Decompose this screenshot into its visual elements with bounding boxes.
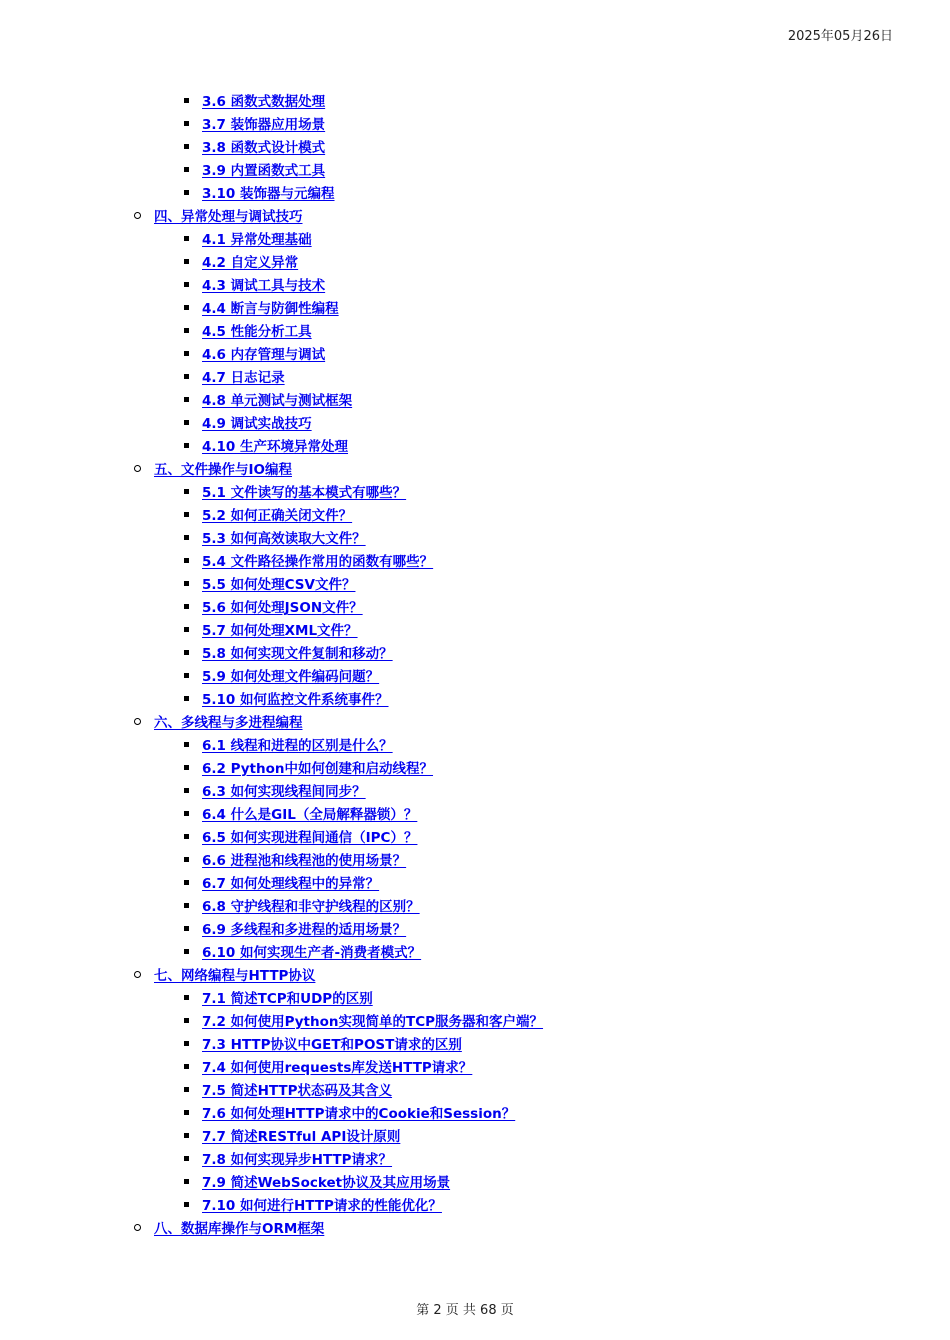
toc-section-link[interactable]: 6.1 线程和进程的区别是什么？ <box>202 738 393 754</box>
toc-section-link[interactable]: 5.8 如何实现文件复制和移动？ <box>202 646 393 662</box>
toc-section-item <box>0 1078 950 1101</box>
toc-section-link[interactable]: 7.8 如何实现异步HTTP请求？ <box>202 1152 393 1168</box>
toc-section-item <box>0 871 950 894</box>
toc-section-item <box>0 756 950 779</box>
toc-section-item <box>0 480 950 503</box>
toc-section-item <box>0 1124 950 1147</box>
toc-section-item <box>0 894 950 917</box>
toc-section-link[interactable]: 7.3 HTTP协议中GET和POST请求的区别 <box>202 1037 462 1053</box>
toc-section-item <box>0 388 950 411</box>
toc-section-link[interactable]: 6.7 如何处理线程中的异常？ <box>202 876 380 892</box>
toc-section-item <box>0 825 950 848</box>
toc-section-link[interactable]: 3.10 装饰器与元编程 <box>202 186 335 202</box>
toc-section-link[interactable]: 7.2 如何使用Python实现简单的TCP服务器和客户端？ <box>202 1014 544 1030</box>
toc-section-item <box>0 319 950 342</box>
toc-section-item <box>0 641 950 664</box>
toc-chapter-link[interactable]: 五、文件操作与IO编程 <box>154 462 292 478</box>
toc-section-link[interactable]: 6.3 如何实现线程间同步？ <box>202 784 366 800</box>
toc-section-item <box>0 342 950 365</box>
toc-section-item <box>0 549 950 572</box>
toc-section-item <box>0 940 950 963</box>
toc-chapter-item <box>0 710 950 733</box>
toc-section-item <box>0 848 950 871</box>
toc-section-link[interactable]: 3.8 函数式设计模式 <box>202 140 326 156</box>
toc-section-link[interactable]: 6.10 如何实现生产者-消费者模式？ <box>202 945 422 961</box>
toc-section-item <box>0 618 950 641</box>
toc-section-link[interactable]: 6.6 进程池和线程池的使用场景？ <box>202 853 407 869</box>
toc-section-item <box>0 503 950 526</box>
toc-section-link[interactable]: 7.4 如何使用requests库发送HTTP请求？ <box>202 1060 473 1076</box>
toc-section-item <box>0 411 950 434</box>
toc-section-item <box>0 1170 950 1193</box>
toc-section-item <box>0 733 950 756</box>
toc-section-item <box>0 1193 950 1216</box>
toc-section-link[interactable]: 4.10 生产环境异常处理 <box>202 439 349 455</box>
toc-chapter-item <box>0 963 950 986</box>
toc-section-link[interactable]: 6.9 多线程和多进程的适用场景？ <box>202 922 407 938</box>
toc-chapter-item <box>0 457 950 480</box>
toc-section-link[interactable]: 4.7 日志记录 <box>202 370 285 386</box>
toc-section-link[interactable]: 5.9 如何处理文件编码问题？ <box>202 669 380 685</box>
toc-section-link[interactable]: 5.10 如何监控文件系统事件？ <box>202 692 389 708</box>
toc-section-link[interactable]: 6.5 如何实现进程间通信（IPC）？ <box>202 830 418 846</box>
toc-section-item <box>0 526 950 549</box>
toc-section-link[interactable]: 5.5 如何处理CSV文件？ <box>202 577 356 593</box>
toc-section-item <box>0 1101 950 1124</box>
toc-section-link[interactable]: 4.2 自定义异常 <box>202 255 299 271</box>
toc-chapter-item <box>0 1216 950 1239</box>
toc-section-link[interactable]: 4.1 异常处理基础 <box>202 232 312 248</box>
toc-section-link[interactable]: 4.3 调试工具与技术 <box>202 278 326 294</box>
toc-section-item <box>0 273 950 296</box>
toc-section-item <box>0 1009 950 1032</box>
toc-section-link[interactable]: 7.7 简述RESTful API设计原则 <box>202 1129 401 1145</box>
toc-section-link[interactable]: 5.7 如何处理XML文件？ <box>202 623 358 639</box>
toc-section-item <box>0 365 950 388</box>
toc-section-item <box>0 802 950 825</box>
toc-section-link[interactable]: 6.4 什么是GIL（全局解释器锁）？ <box>202 807 418 823</box>
toc-section-item <box>0 595 950 618</box>
toc-section-item <box>0 664 950 687</box>
toc-section-item <box>0 250 950 273</box>
toc-chapter-link[interactable]: 七、网络编程与HTTP协议 <box>154 968 316 984</box>
toc-section-link[interactable]: 5.2 如何正确关闭文件？ <box>202 508 353 524</box>
page-number-footer: 第 2 页 共 68 页 <box>416 1303 514 1318</box>
toc-section-item <box>0 434 950 457</box>
toc-section-link[interactable]: 6.2 Python中如何创建和启动线程？ <box>202 761 434 777</box>
toc-section-item <box>0 986 950 1009</box>
toc-section-item <box>0 296 950 319</box>
toc-section-item <box>0 1055 950 1078</box>
toc-section-item <box>0 181 950 204</box>
toc-section-link[interactable]: 5.4 文件路径操作常用的函数有哪些？ <box>202 554 434 570</box>
toc-section-item <box>0 135 950 158</box>
toc-section-link[interactable]: 7.5 简述HTTP状态码及其含义 <box>202 1083 393 1099</box>
toc-section-link[interactable]: 7.9 简述WebSocket协议及其应用场景 <box>202 1175 451 1191</box>
toc-section-item <box>0 158 950 181</box>
toc-chapter-link[interactable]: 六、多线程与多进程编程 <box>154 715 303 731</box>
toc-section-link[interactable]: 7.1 简述TCP和UDP的区别 <box>202 991 373 1007</box>
toc-section-link[interactable]: 7.6 如何处理HTTP请求中的Cookie和Session？ <box>202 1106 516 1122</box>
toc-section-item <box>0 572 950 595</box>
table-of-contents <box>0 89 950 1239</box>
toc-section-item <box>0 687 950 710</box>
toc-section-link[interactable]: 5.3 如何高效读取大文件？ <box>202 531 366 547</box>
toc-section-item <box>0 227 950 250</box>
toc-section-item <box>0 917 950 940</box>
toc-chapter-item <box>0 204 950 227</box>
header-date: 2025年05月26日 <box>787 29 893 44</box>
toc-section-link[interactable]: 4.5 性能分析工具 <box>202 324 312 340</box>
toc-section-link[interactable]: 7.10 如何进行HTTP请求的性能优化？ <box>202 1198 442 1214</box>
toc-section-link[interactable]: 3.7 装饰器应用场景 <box>202 117 326 133</box>
toc-section-link[interactable]: 3.9 内置函数式工具 <box>202 163 326 179</box>
toc-section-item <box>0 1147 950 1170</box>
toc-section-item <box>0 89 950 112</box>
toc-section-link[interactable]: 4.9 调试实战技巧 <box>202 416 312 432</box>
toc-section-link[interactable]: 5.1 文件读写的基本模式有哪些？ <box>202 485 407 501</box>
toc-section-link[interactable]: 4.6 内存管理与调试 <box>202 347 326 363</box>
toc-section-item <box>0 112 950 135</box>
toc-section-link[interactable]: 6.8 守护线程和非守护线程的区别？ <box>202 899 420 915</box>
toc-section-item <box>0 779 950 802</box>
toc-section-link[interactable]: 3.6 函数式数据处理 <box>202 94 326 110</box>
toc-section-link[interactable]: 4.4 断言与防御性编程 <box>202 301 339 317</box>
toc-section-item <box>0 1032 950 1055</box>
toc-section-link[interactable]: 5.6 如何处理JSON文件？ <box>202 600 363 616</box>
toc-section-link[interactable]: 4.8 单元测试与测试框架 <box>202 393 353 409</box>
toc-chapter-link[interactable]: 八、数据库操作与ORM框架 <box>154 1221 325 1237</box>
toc-chapter-link[interactable]: 四、异常处理与调试技巧 <box>154 209 303 225</box>
